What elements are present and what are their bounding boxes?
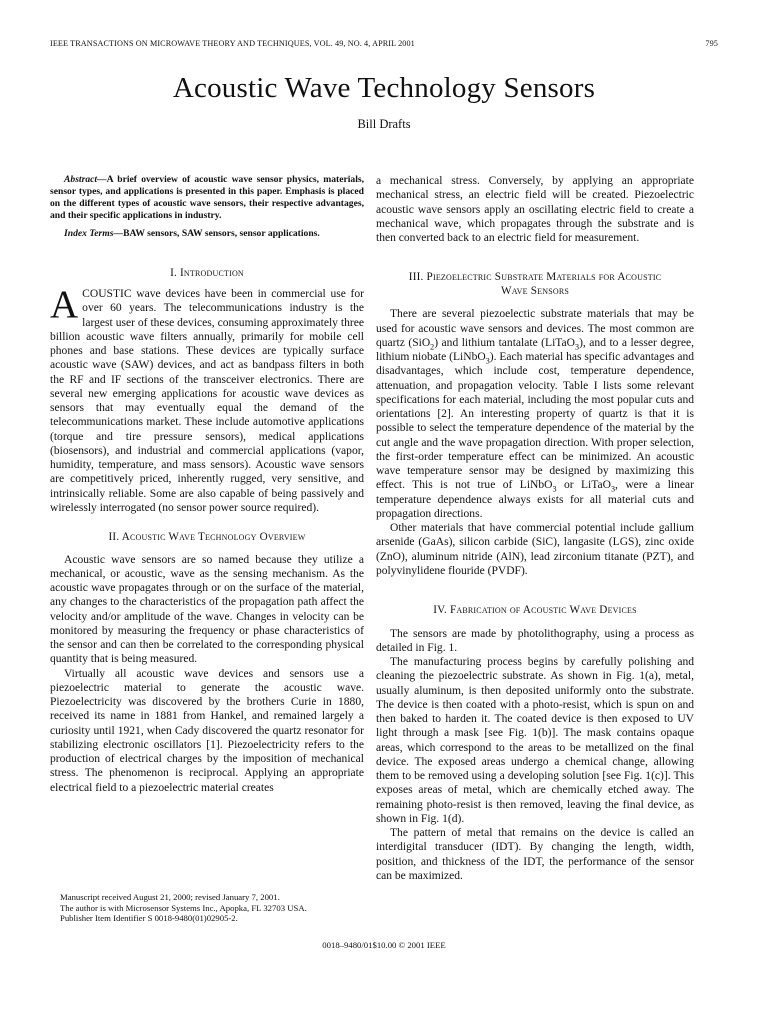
abstract-label: Abstract— xyxy=(64,174,107,185)
heading-line-1: III. Piezoelectric Substrate Materials for Acoustic xyxy=(408,271,662,284)
section-heading-fabrication: IV. Fabrication of Acoustic Wave Devices xyxy=(433,604,637,616)
subscript: 2 xyxy=(430,342,435,352)
fabrication-paragraph-2: The manufacturing process begins by carefully polishing and cleaning the piezoelectric substrate. As shown in Fig. 1(a), metal, usually aluminum, is then deposited uniformly onto the substrate. The device is then coated with a photo-resist, which is spun on and then baked to harden it. The coated device is then exposed to UV light through a mask [see Fig. 1(b)]. The mask contains opaque areas, which correspond to the areas to be metallized on the final device. The exposed areas undergo a chemical change, allowing them to be removed using a developing solution [see Fig. 1(c)]. This exposes areas of metal, which are chemically etched away. The remaining photo-resist is then removed, leaving the final device, as shown in Fig. 1(d). xyxy=(376,656,694,825)
heading-line-2: Wave Sensors xyxy=(500,284,570,297)
text-run: ), and to a lesser degree, lithium niobate (LiNbO xyxy=(376,336,694,363)
subscript: 3 xyxy=(485,356,490,366)
abstract xyxy=(50,174,364,222)
abstract-block xyxy=(50,174,364,240)
right-column xyxy=(376,174,694,883)
manuscript-footnote xyxy=(50,892,364,924)
footnote-affiliation: The author is with Microsensor Systems Inc., Apopka, FL 32703 USA. xyxy=(60,902,307,913)
overview-paragraph-2: Virtually all acoustic wave devices and sensors use a piezoelectric material to generate the acoustic wave. Piezoelectricity was discovered by the brothers Curie in 1880, received its name in 1881 from Hankel, and remained largely a curiosity until 1921, when Cady discovered the quartz resonator for stabilizing electronic oscillators [1]. Piezoelectricity refers to the production of electrical charges by the imposition of mechanical stress. The phenomenon is reciprocal. Applying an appropriate electrical field to a piezoelectric material creates xyxy=(50,667,364,794)
introduction-paragraph xyxy=(50,283,364,515)
text-run: , were a linear temperature dependence always exists for all material cuts and propagation directions. xyxy=(376,479,694,520)
overview-paragraph-2-continued: a mechanical stress. Conversely, by applying an appropriate mechanical stress, an electric field will be created. Piezoelectric acoustic wave sensors apply an oscillating electric field to create a mechanical wave, which propagates through the substrate and is then converted back to an electric field for measurement. xyxy=(376,175,694,244)
subscript: 3 xyxy=(552,484,557,494)
substrate-paragraph-1 xyxy=(376,307,694,521)
section-heading-substrate-materials xyxy=(376,271,694,298)
index-terms-label: Index Terms— xyxy=(64,227,124,239)
footnote-identifier: Publisher Item Identifier S 0018-9480(01)02905-2. xyxy=(60,913,238,924)
text-run: ) and lithium tantalate (LiTaO xyxy=(434,336,576,349)
paper-author: Bill Drafts xyxy=(357,117,411,131)
fabrication-paragraph-3: The pattern of metal that remains on the device is called an interdigital transducer (IDT). By changing the length, width, position, and thickness of the IDT, the performance of the sensor can be maximized. xyxy=(376,827,694,882)
subscript: 3 xyxy=(575,342,580,352)
page-number: 795 xyxy=(705,39,718,48)
copyright-footer: 0018–9480/01$10.00 © 2001 IEEE xyxy=(322,940,446,950)
subscript: 3 xyxy=(610,484,616,494)
journal-citation: IEEE TRANSACTIONS ON MICROWAVE THEORY AND TECHNIQUES, VOL. 49, NO. 4, APRIL 2001 xyxy=(50,39,415,48)
overview-paragraph-1: Acoustic wave sensors are so named because they utilize a mechanical, or acoustic, wave as the sensing mechanism. As the acoustic wave propagates through or on the surface of the material, any changes to the characteristics of the propagation path affect the velocity and/or amplitude of the wave. Changes in velocity can be monitored by measuring the frequency or phase characteristics of the sensor and can then be correlated to the corresponding physical quantity that is being measured. xyxy=(50,553,364,666)
introduction-text: wave devices have been in commercial use for over 60 years. The telecommunications industry is the largest user of these devices, consuming approximately three billion acoustic wave filters annually, primarily for mobile cell phones and base stations. These devices are typically surface acoustic wave (SAW) devices, and act as bandpass filters in both the RF and IF sections of the transceiver electronics. There are several new emerging applications for acoustic wave devices as sensors that may eventually equal the demand of the telecommunications market. These include automotive applications (torque and tire pressure sensors), medical applications (biosensors), and industrial and commercial applications (vapor, humidity, temperature, and mass sensors). Acoustic wave sensors are competitively priced, inherently rugged, very sensitive, and intrinsically reliable. Some are also capable of being passively and wirelessly interrogated (no sensor power source required). xyxy=(50,288,364,514)
index-terms-text: BAW sensors, SAW sensors, sensor applications. xyxy=(123,227,320,239)
text-run: ). Each material has specific advantages and disadvantages, which include cost, temperature dependence, attenuation, and propagation velocity. Table I lists some relevant specifications for each material, including the most popular cuts and orientations [2]. An interesting property of quartz is that it is possible to select the temperature dependence of the material by the cut angle and the wave propagation direction. With proper selection, the first-order temperature effect can be minimized. An acoustic wave temperature sensor may be designed by maximizing this effect. This is not true of LiNbO xyxy=(376,351,695,492)
section-heading-introduction: I. Introduction xyxy=(170,266,244,279)
drop-cap: A xyxy=(50,283,79,327)
index-terms xyxy=(50,228,364,240)
running-header xyxy=(50,39,718,48)
paper-title: Acoustic Wave Technology Sensors xyxy=(172,72,596,104)
substrate-paragraph-2: Other materials that have commercial potential include gallium arsenide (GaAs), silicon carbide (SiC), langasite (LGS), zinc oxide (ZnO), aluminum nitride (AlN), lead zirconium titanate (PZT), and polyvinylidene flouride (PVDF). xyxy=(376,522,694,577)
first-word-rest: COUSTIC xyxy=(82,288,132,301)
footnote-received: Manuscript received August 21, 2000; revised January 7, 2001. xyxy=(60,892,280,902)
text-run: or LiTaO xyxy=(556,479,611,492)
left-column xyxy=(50,174,364,795)
section-heading-overview: II. Acoustic Wave Technology Overview xyxy=(108,531,306,544)
abstract-text: A brief overview of acoustic wave sensor physics, materials, sensor types, and applications is presented in this paper. Emphasis is placed on the different types of acoustic wave sensors, their respective advantages, and their specific applications in industry. xyxy=(50,174,364,221)
fabrication-paragraph-1: The sensors are made by photolithography, using a process as detailed in Fig. 1. xyxy=(376,627,694,654)
text-run: There are several piezoelectic substrate materials that may be used for acoustic wave sensors and devices. The most common are quartz (SiO xyxy=(376,308,694,349)
